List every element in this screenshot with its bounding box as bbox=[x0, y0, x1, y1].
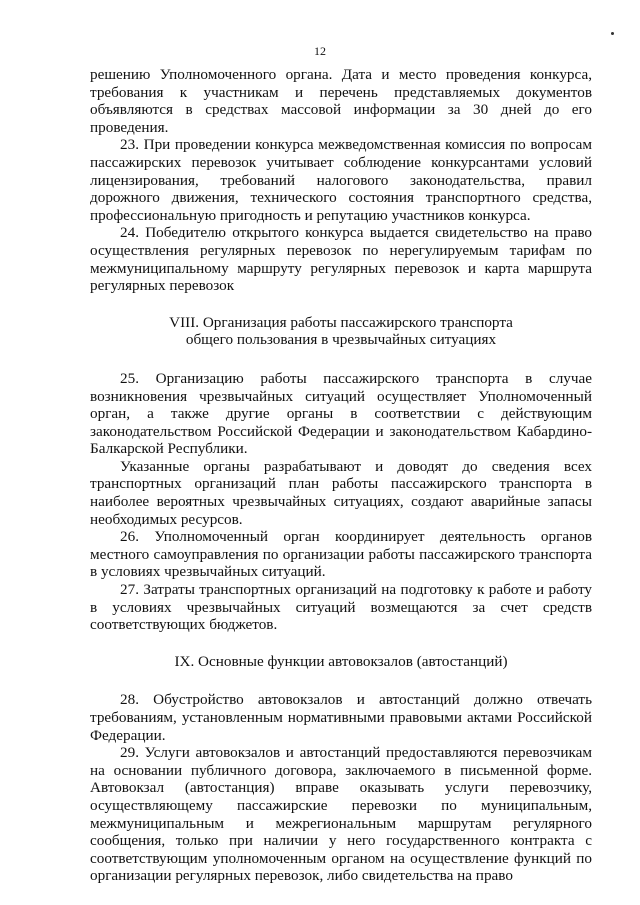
paragraph: 27. Затраты транспортных организаций на подготовку к работе и работу в условиях чрезвычайных ситуаций возмещаются за счет средств соответствующих бюджетов. bbox=[90, 581, 592, 634]
paragraph: 24. Победителю открытого конкурса выдается свидетельство на право осуществления регулярных перевозок по нерегулируемым тарифам по межмуниципальному маршруту регулярных перевозок и карта маршрута регулярных перевозок bbox=[90, 224, 592, 295]
paragraph: 25. Организацию работы пассажирского транспорта в случае возникновения чрезвычайных ситуаций осуществляет Уполномоченный орган, а также другие органы в соответствии с действующим законодательством Российской Федерации и законодательством Кабардино-Балкарской Республики. bbox=[90, 369, 592, 458]
paragraph: решению Уполномоченного органа. Дата и место проведения конкурса, требования к участникам и перечень представляемых документов объявляются в средствах массовой информации за 30 дней до его проведения. bbox=[90, 66, 592, 136]
paragraph: 29. Услуги автовокзалов и автостанций предоставляются перевозчикам на основании публичного договора, заключаемого в письменной форме. Автовокзал (автостанция) вправе оказывать услуги перевозчику, осуществляющему пассажирские перевозки по муниципальным, межмуниципальным и межрегиональным маршрутам регулярного сообщения, только при наличии у него государственного контракта с соответствующим уполномоченным органом на осуществление функций по организации регулярных перевозок, либо свидетельства на право bbox=[90, 744, 592, 885]
section-heading: IX. Основные функции автовокзалов (автостанций) bbox=[174, 652, 508, 670]
page-number: 12 bbox=[314, 44, 326, 58]
document-body bbox=[90, 66, 592, 885]
section-heading: общего пользования в чрезвычайных ситуациях bbox=[185, 331, 497, 349]
paragraph: Указанные органы разрабатывают и доводят до сведения всех транспортных организаций план работы пассажирского транспорта в наиболее вероятных чрезвычайных ситуациях, создают аварийные запасы необходимых ресурсов. bbox=[90, 457, 592, 528]
paragraph: 23. При проведении конкурса межведомственная комиссия по вопросам пассажирских перевозок учитывает соблюдение конкурсантами условий лицензирования, требований налогового законодательства, правил дорожного движения, технического состояния транспортного средства, профессиональную пригодность и репутацию участников конкурса. bbox=[90, 136, 592, 224]
scan-speck bbox=[611, 32, 614, 35]
paragraph: 26. Уполномоченный орган координирует деятельность органов местного самоуправления по организации работы пассажирского транспорта в условиях чрезвычайных ситуаций. bbox=[90, 528, 592, 581]
section-heading: VIII. Организация работы пассажирского транспорта bbox=[169, 313, 513, 331]
paragraph: 28. Обустройство автовокзалов и автостанций должно отвечать требованиям, установленным нормативными правовыми актами Российской Федерации. bbox=[90, 691, 592, 744]
